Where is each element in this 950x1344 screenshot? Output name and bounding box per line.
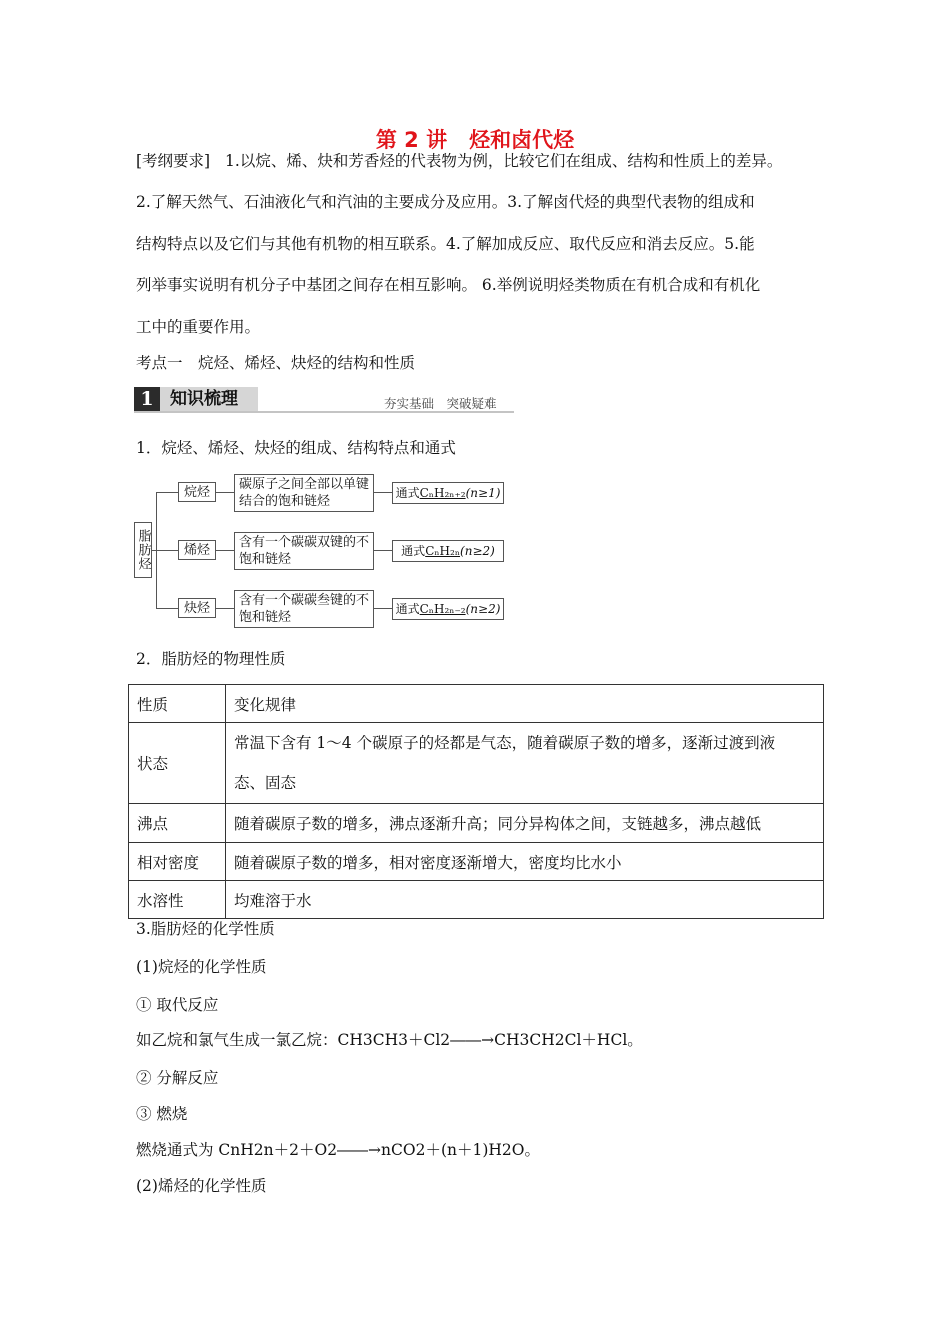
banner-number: 1 <box>140 388 154 410</box>
physical-properties-table <box>128 684 824 919</box>
page-title <box>0 124 950 154</box>
alkane-label: 烷烃 <box>178 482 216 502</box>
alkene-label: 烯烃 <box>178 540 216 560</box>
requirements-line-1 <box>136 151 782 171</box>
table-row <box>129 723 824 804</box>
alkene-chem-heading: (2)烯烃的化学性质 <box>136 1177 267 1195</box>
alkene-desc-line-2: 饱和链烃 <box>239 552 292 567</box>
alkyne-formula-value: CₙH₂ₙ₋₂ <box>419 601 466 616</box>
alkane-chem-heading: (1)烷烃的化学性质 <box>136 958 267 976</box>
header-rule: 变化规律 <box>226 685 824 723</box>
alkene-formula-condition: (n≥2) <box>460 543 495 558</box>
row3-link-a <box>216 608 234 609</box>
alkane-desc-line-1: 碳原子之间全部以单键 <box>239 477 370 492</box>
row1-link-b <box>374 492 392 493</box>
alkane-formula-value: CₙH₂ₙ₊₂ <box>419 485 466 500</box>
alkene-formula <box>392 540 504 562</box>
item-1-heading: 1．烷烃、烯烃、炔烃的组成、结构特点和通式 <box>136 439 456 457</box>
alkyne-formula <box>392 598 504 620</box>
alkane-formula-prefix: 通式 <box>395 485 420 500</box>
tree-branch-3 <box>156 608 178 609</box>
table-row <box>129 881 824 919</box>
table-row <box>129 804 824 843</box>
table-row <box>129 843 824 881</box>
requirements-label: [考纲要求] <box>136 152 211 170</box>
substitution-example: 如乙烷和氯气生成一氯乙烷：CH3CH3＋Cl2――→CH3CH2Cl＋HCl。 <box>136 1031 643 1049</box>
alkyne-formula-prefix: 通式 <box>395 601 420 616</box>
alkane-formula-condition: (n≥1) <box>465 485 501 500</box>
hydrocarbon-diagram <box>134 474 514 634</box>
alkene-desc-line-1: 含有一个碳碳双键的不 <box>239 535 370 550</box>
requirements-line-3: 结构特点以及它们与其他有机物的相互联系。4.了解加成反应、取代反应和消去反应。5.能 <box>136 235 755 253</box>
knowledge-banner <box>134 387 514 413</box>
decomposition-heading: ② 分解反应 <box>136 1069 219 1087</box>
row2-link-a <box>216 550 234 551</box>
row-state-value <box>226 723 824 804</box>
diagram-root: 脂肪烃 <box>134 522 152 578</box>
row-solubility-value: 均难溶于水 <box>226 881 824 919</box>
requirements-line-2: 2.了解天然气、石油液化气和汽油的主要成分及应用。3.了解卤代烃的典型代表物的组成和 <box>136 193 755 211</box>
alkane-description <box>234 474 374 512</box>
table-header-row <box>129 685 824 723</box>
substitution-heading: ① 取代反应 <box>136 996 219 1014</box>
requirements-text-1: 1.以烷、烯、炔和芳香烃的代表物为例，比较它们在组成、结构和性质上的差异。 <box>225 152 783 170</box>
row-state-line-2: 态、固态 <box>234 774 297 792</box>
requirements-line-4: 列举事实说明有机分子中基团之间存在相互影响。 6.举例说明烃类物质在有机合成和有机化 <box>136 276 761 294</box>
alkene-description <box>234 532 374 570</box>
tree-branch-2 <box>156 550 178 551</box>
combustion-formula: 燃烧通式为 CnH2n＋2＋O2――→nCO2＋(n＋1)H2O。 <box>136 1141 540 1159</box>
section-heading: 考点一 烷烃、烯烃、炔烃的结构和性质 <box>136 354 416 372</box>
row-solubility-label: 水溶性 <box>129 881 226 919</box>
row-state-line-1: 常温下含有 1～4 个碳原子的烃都是气态，随着碳原子数的增多，逐渐过渡到液 <box>234 734 776 752</box>
alkene-formula-value: CₙH₂ₙ <box>425 543 461 558</box>
alkyne-desc-line-1: 含有一个碳碳叁键的不 <box>239 593 370 608</box>
banner-subtitle: 夯实基础 突破疑难 <box>384 396 497 411</box>
alkyne-description <box>234 590 374 628</box>
alkane-desc-line-2: 结合的饱和链烃 <box>239 494 331 509</box>
item-2-heading: 2．脂肪烃的物理性质 <box>136 650 286 668</box>
row-boiling-value: 随着碳原子数的增多，沸点逐渐升高；同分异构体之间，支链越多，沸点越低 <box>226 804 824 843</box>
alkane-formula <box>392 482 504 504</box>
alkyne-desc-line-2: 饱和链烃 <box>239 610 292 625</box>
row2-link-b <box>374 550 392 551</box>
row-density-value: 随着碳原子数的增多，相对密度逐渐增大，密度均比水小 <box>226 843 824 881</box>
row1-link-a <box>216 492 234 493</box>
row-boiling-label: 沸点 <box>129 804 226 843</box>
banner-title: 知识梳理 <box>170 389 238 409</box>
requirements-line-5: 工中的重要作用。 <box>136 318 261 336</box>
lecture-number: 第 2 讲 <box>375 128 448 152</box>
combustion-heading: ③ 燃烧 <box>136 1105 188 1123</box>
row3-link-b <box>374 608 392 609</box>
alkyne-formula-condition: (n≥2) <box>465 601 501 616</box>
tree-branch-1 <box>156 492 178 493</box>
alkyne-label: 炔烃 <box>178 598 216 618</box>
header-property: 性质 <box>129 685 226 723</box>
row-density-label: 相对密度 <box>129 843 226 881</box>
lecture-topic: 烃和卤代烃 <box>469 128 575 152</box>
row-state-label: 状态 <box>129 723 226 804</box>
item-3-heading: 3.脂肪烃的化学性质 <box>136 920 275 938</box>
alkene-formula-prefix: 通式 <box>401 543 426 558</box>
